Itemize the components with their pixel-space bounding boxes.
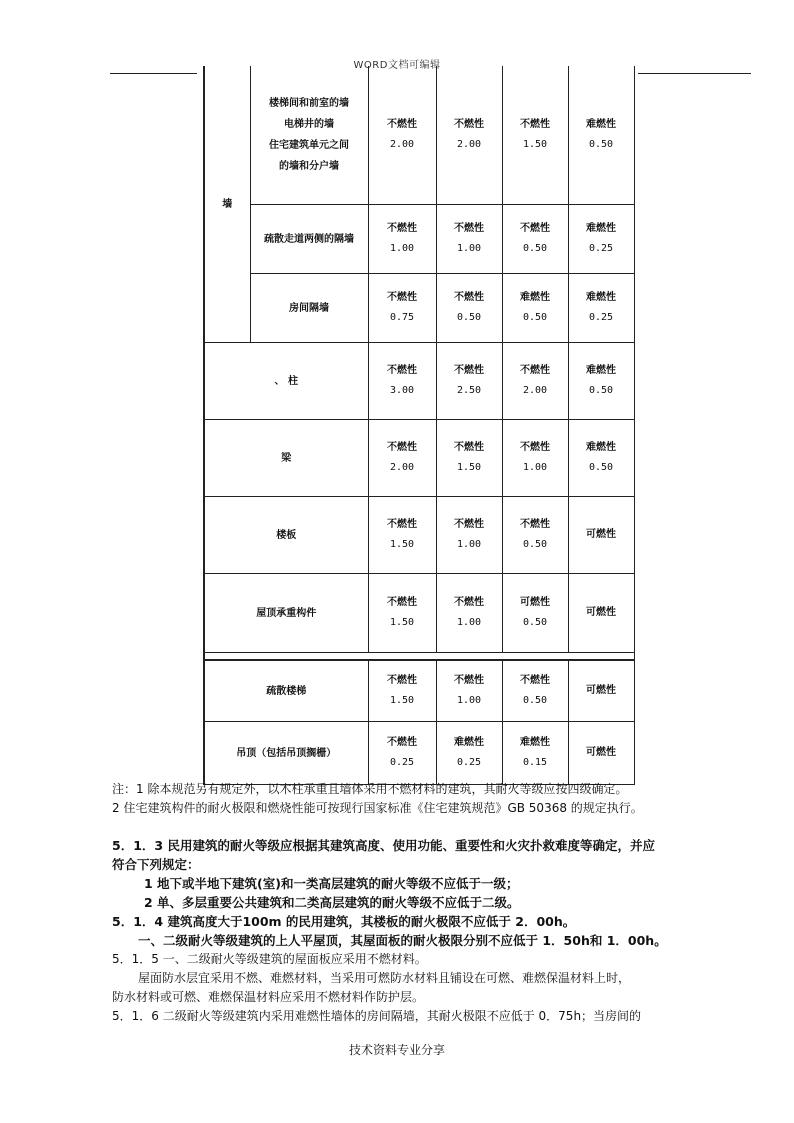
rating-cell [502,660,568,722]
material-text: 不燃性 [454,519,484,530]
material-text: 难燃性 [586,442,616,453]
note-1: 注：1 除本规范另有规定外，以木柱承重且墙体采用不燃材料的建筑，其耐火等级应按四级确定。 [112,782,628,796]
rating-cell [568,722,634,785]
rating-cell [368,722,436,785]
component-label: 楼板 [204,497,368,574]
hours-text: 2.00 [522,385,548,396]
hours-text: 2.50 [456,385,482,396]
rating-cell [568,574,634,653]
table-row [204,205,634,274]
clause-5-1-4-sub: 一、二级耐火等级建筑的上人平屋顶，其屋面板的耐火极限分别不应低于 1．50h和 1．00h。 [138,933,667,948]
hours-text: 0.25 [456,757,482,768]
hours-text: 1.00 [389,243,415,254]
hours-text: 1.50 [522,139,548,150]
component-label [250,205,368,274]
clause-5-1-5-line-3: 防水材料或可燃、难燃保温材料应采用不燃材料作防护层。 [112,990,425,1004]
hours-text: 1.00 [456,243,482,254]
material-text: 不燃性 [520,675,550,686]
hours-text: 1.00 [522,462,548,473]
material-text: 可燃性 [586,685,616,696]
clause-5-1-3: 5．1．3 民用建筑的耐火等级应根据其建筑高度、使用功能、重要性和火灾扑救难度等确定，并应 [112,838,655,853]
hours-text: 0.25 [389,757,415,768]
hours-text: 0.75 [389,312,415,323]
material-text: 不燃性 [454,223,484,234]
rating-cell [368,420,436,497]
material-text: 不燃性 [387,675,417,686]
material-text: 不燃性 [454,675,484,686]
component-label: 、 柱 [204,343,368,420]
hours-text: 2.00 [456,139,482,150]
material-text: 不燃性 [454,597,484,608]
material-text: 不燃性 [520,519,550,530]
clause-5-1-3-item-1: 1 地下或半地下建筑(室)和一类高层建筑的耐火等级不应低于一级； [144,876,519,891]
gap-cell [204,653,634,661]
material-text: 不燃性 [387,737,417,748]
table-row [204,274,634,343]
body-text [112,780,758,1026]
label-line: 房间隔墙 [289,302,329,314]
material-text: 可燃性 [586,747,616,758]
hours-text: 0.25 [588,243,614,254]
material-text: 不燃性 [387,119,417,130]
rating-cell [436,205,502,274]
hours-text: 0.50 [522,243,548,254]
rating-cell [568,420,634,497]
material-text: 难燃性 [586,365,616,376]
table-row [204,420,634,497]
clause-5-1-5: 5．1．5 一、二级耐火等级建筑的屋面板应采用不燃材料。 [112,952,427,966]
table-body [204,66,634,785]
hours-text: 1.50 [389,617,415,628]
rating-cell [502,574,568,653]
rating-cell [568,343,634,420]
label-line: 住宅建筑单元之间 [269,140,349,151]
table-row [204,66,634,205]
rating-cell [568,66,634,205]
rating-cell [568,274,634,343]
rating-cell [436,722,502,785]
wall-group-label: 墙 [204,66,250,343]
hours-text: 2.00 [389,139,415,150]
material-text: 不燃性 [454,119,484,130]
material-text: 不燃性 [454,365,484,376]
hours-text: 0.50 [522,617,548,628]
hours-text: 1.50 [389,695,415,706]
material-text: 可燃性 [586,607,616,618]
rating-cell [436,660,502,722]
material-text: 不燃性 [520,442,550,453]
material-text: 难燃性 [586,292,616,303]
rating-cell [502,205,568,274]
clause-5-1-6: 5．1．6 二级耐火等级建筑内采用难燃性墙体的房间隔墙，其耐火极限不应低于 0．75h；当房间的 [112,1009,642,1023]
label-line: 疏散走道两侧的隔墙 [264,233,354,245]
page-header: WORD文档可编辑 [353,60,441,71]
label-line: 楼梯间和前室的墙 [269,98,349,109]
material-text: 难燃性 [586,119,616,130]
material-text: 不燃性 [454,442,484,453]
material-text: 可燃性 [586,529,616,540]
note-2: 2 住宅建筑构件的耐火极限和燃烧性能可按现行国家标准《住宅建筑规范》GB 50368 的规定执行。 [112,801,643,815]
material-text: 可燃性 [520,597,550,608]
rating-cell [368,497,436,574]
clause-5-1-3-item-2: 2 单、多层重要公共建筑和二类高层建筑的耐火等级不应低于二级。 [144,895,520,910]
material-text: 难燃性 [520,292,550,303]
rating-cell [568,497,634,574]
header-rule-right [638,73,751,74]
rating-cell [502,66,568,205]
material-text: 难燃性 [520,737,550,748]
material-text: 不燃性 [387,292,417,303]
hours-text: 3.00 [389,385,415,396]
hours-text: 0.50 [588,139,614,150]
material-text: 不燃性 [454,292,484,303]
hours-text: 0.25 [588,312,614,323]
component-label: 吊顶（包括吊顶搁栅） [204,722,368,785]
header-rule-left [110,73,197,74]
rating-cell [436,574,502,653]
page-footer: 技术资料专业分享 [348,1043,445,1057]
material-text: 不燃性 [387,223,417,234]
rating-cell [502,722,568,785]
rating-cell [368,343,436,420]
rating-cell [368,574,436,653]
hours-text: 0.15 [522,757,548,768]
hours-text: 1.00 [456,695,482,706]
spacer [112,818,758,836]
material-text: 不燃性 [520,223,550,234]
rating-cell [568,205,634,274]
material-text: 不燃性 [387,365,417,376]
rating-cell [502,420,568,497]
rating-cell [368,205,436,274]
hours-text: 1.00 [456,617,482,628]
hours-text: 2.00 [389,462,415,473]
component-label: 屋顶承重构件 [204,574,368,653]
rating-cell [502,343,568,420]
material-text: 不燃性 [520,365,550,376]
rating-cell [568,660,634,722]
hours-text: 0.50 [522,312,548,323]
hours-text: 0.50 [588,385,614,396]
table-row [204,574,634,653]
clause-5-1-4: 5．1．4 建筑高度大于100m 的民用建筑，其楼板的耐火极限不应低于 2．00h。 [112,914,576,929]
rating-cell [436,497,502,574]
rating-cell [368,66,436,205]
clause-5-1-5-line-2: 屋面防水层宜采用不燃、难燃材料，当采用可燃防水材料且铺设在可燃、难燃保温材料上时， [138,971,631,985]
material-text: 难燃性 [454,737,484,748]
material-text: 不燃性 [387,442,417,453]
hours-text: 0.50 [522,539,548,550]
hours-text: 1.00 [456,539,482,550]
fire-resistance-table [203,66,635,785]
rating-cell [502,497,568,574]
hours-text: 0.50 [522,695,548,706]
hours-text: 0.50 [456,312,482,323]
material-text: 不燃性 [520,119,550,130]
hours-text: 0.50 [588,462,614,473]
hours-text: 1.50 [389,539,415,550]
table-gap [204,653,634,661]
rating-cell [436,66,502,205]
table-row [204,343,634,420]
material-text: 不燃性 [387,597,417,608]
label-line: 的墙和分户墙 [279,161,339,172]
material-text: 难燃性 [586,223,616,234]
hours-text: 1.50 [456,462,482,473]
component-label [250,66,368,205]
label-line: 电梯井的墙 [284,119,334,130]
component-label [250,274,368,343]
rating-cell [436,343,502,420]
rating-cell [436,420,502,497]
material-text: 不燃性 [387,519,417,530]
table-row [204,660,634,722]
table-row [204,497,634,574]
rating-cell [368,274,436,343]
component-label: 疏散楼梯 [204,660,368,722]
rating-cell [368,660,436,722]
rating-cell [436,274,502,343]
clause-5-1-3-cont: 符合下列规定： [112,857,200,872]
table-row [204,722,634,785]
rating-cell [502,274,568,343]
component-label: 梁 [204,420,368,497]
